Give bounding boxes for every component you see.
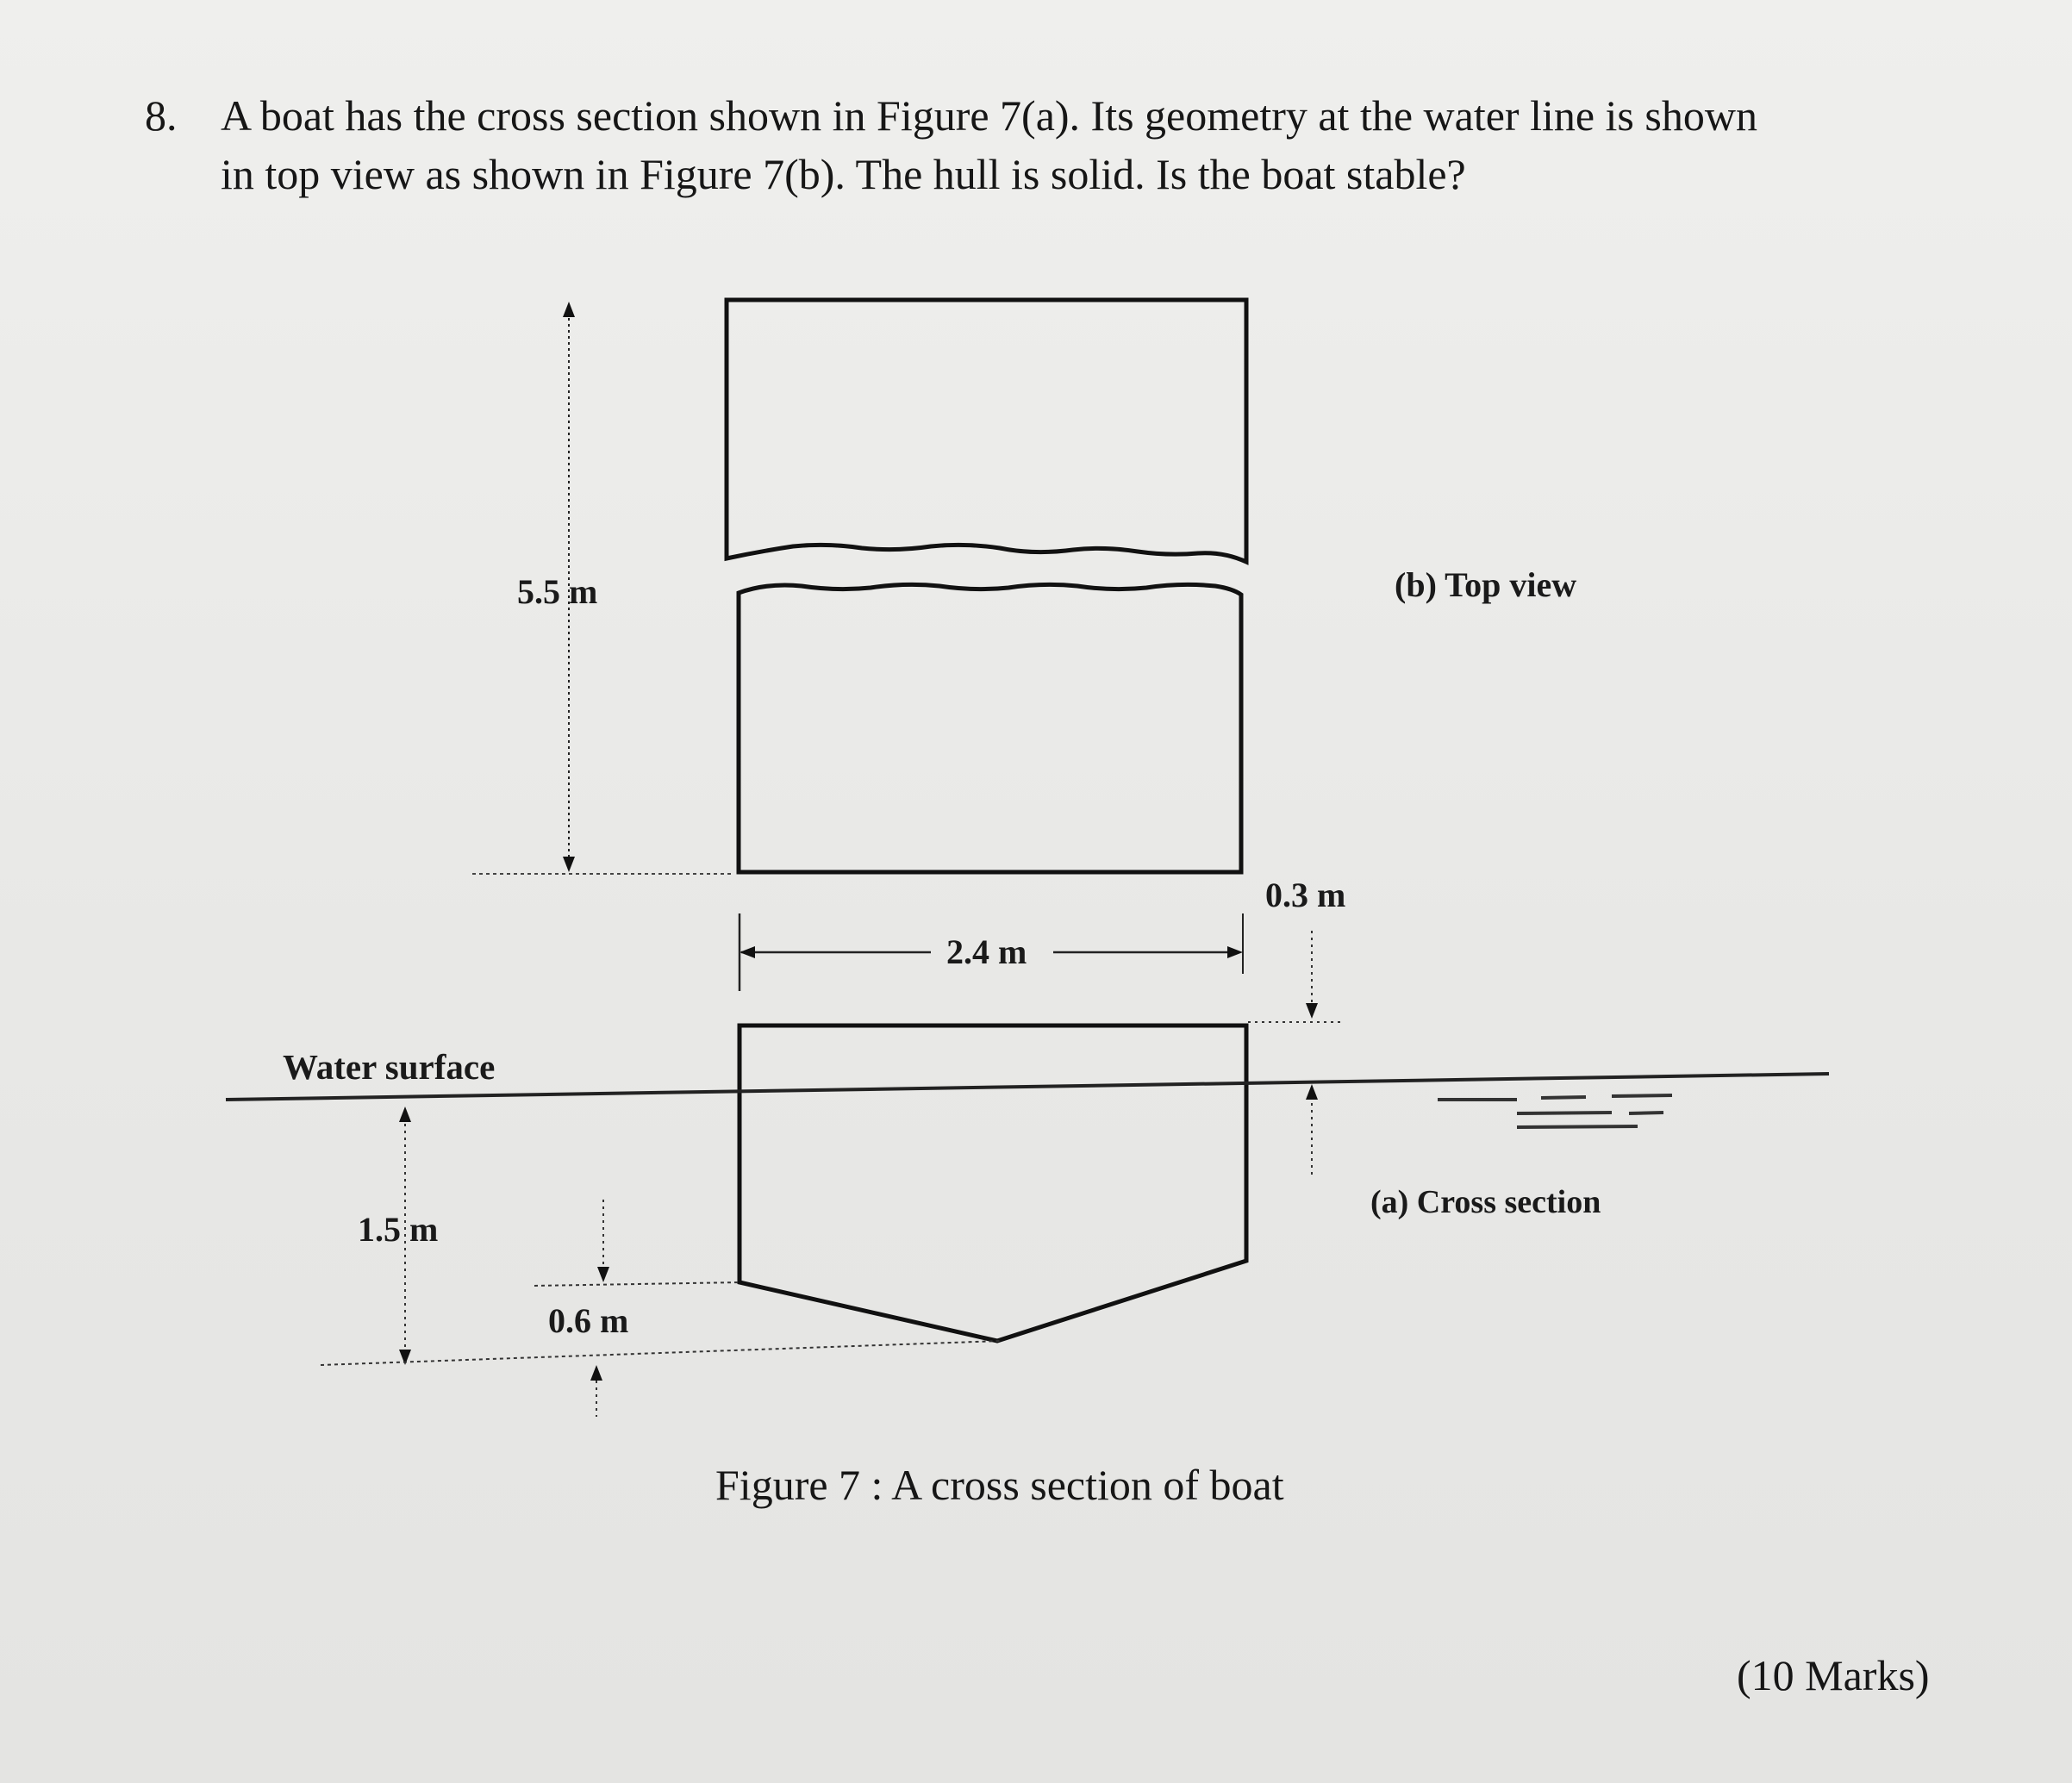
draft-label: 1.5 m	[358, 1210, 439, 1249]
arrow-down-icon	[1306, 1003, 1318, 1019]
top-view-lower-part	[739, 584, 1241, 872]
freeboard-dimension	[1248, 931, 1345, 1177]
arrow-down-icon	[597, 1267, 609, 1282]
cross-section-label: (a) Cross section	[1370, 1184, 1601, 1220]
figure-caption: Figure 7 : A cross section of boat	[715, 1461, 1284, 1509]
length-label: 5.5 m	[517, 572, 598, 611]
question-text: A boat has the cross section shown in Figure 7(a). Its geometry at the water line is shown in top view as shown in Figure 7(b). The hull is solid. Is the boat stable?	[221, 91, 1757, 198]
arrow-up-icon	[399, 1107, 411, 1122]
question-number: 8.	[145, 91, 178, 140]
arrow-right-icon	[1227, 946, 1243, 958]
hull-cross-section	[740, 1026, 1246, 1341]
freeboard-label: 0.3 m	[1265, 876, 1346, 914]
marks-label: (10 Marks)	[1737, 1651, 1930, 1699]
water-surface-label: Water surface	[283, 1047, 496, 1087]
arrow-up-icon	[1306, 1084, 1318, 1100]
top-view-upper-part	[727, 300, 1246, 562]
water-ripple-marks	[1438, 1095, 1672, 1127]
length-dimension	[472, 302, 731, 874]
top-view-label: (b) Top view	[1395, 565, 1577, 604]
arrow-up-icon	[590, 1365, 602, 1381]
arrow-left-icon	[740, 946, 755, 958]
width-label: 2.4 m	[946, 932, 1027, 971]
keel-depth-label: 0.6 m	[548, 1301, 629, 1340]
arrow-up-icon	[563, 302, 575, 317]
arrow-down-icon	[563, 857, 575, 872]
